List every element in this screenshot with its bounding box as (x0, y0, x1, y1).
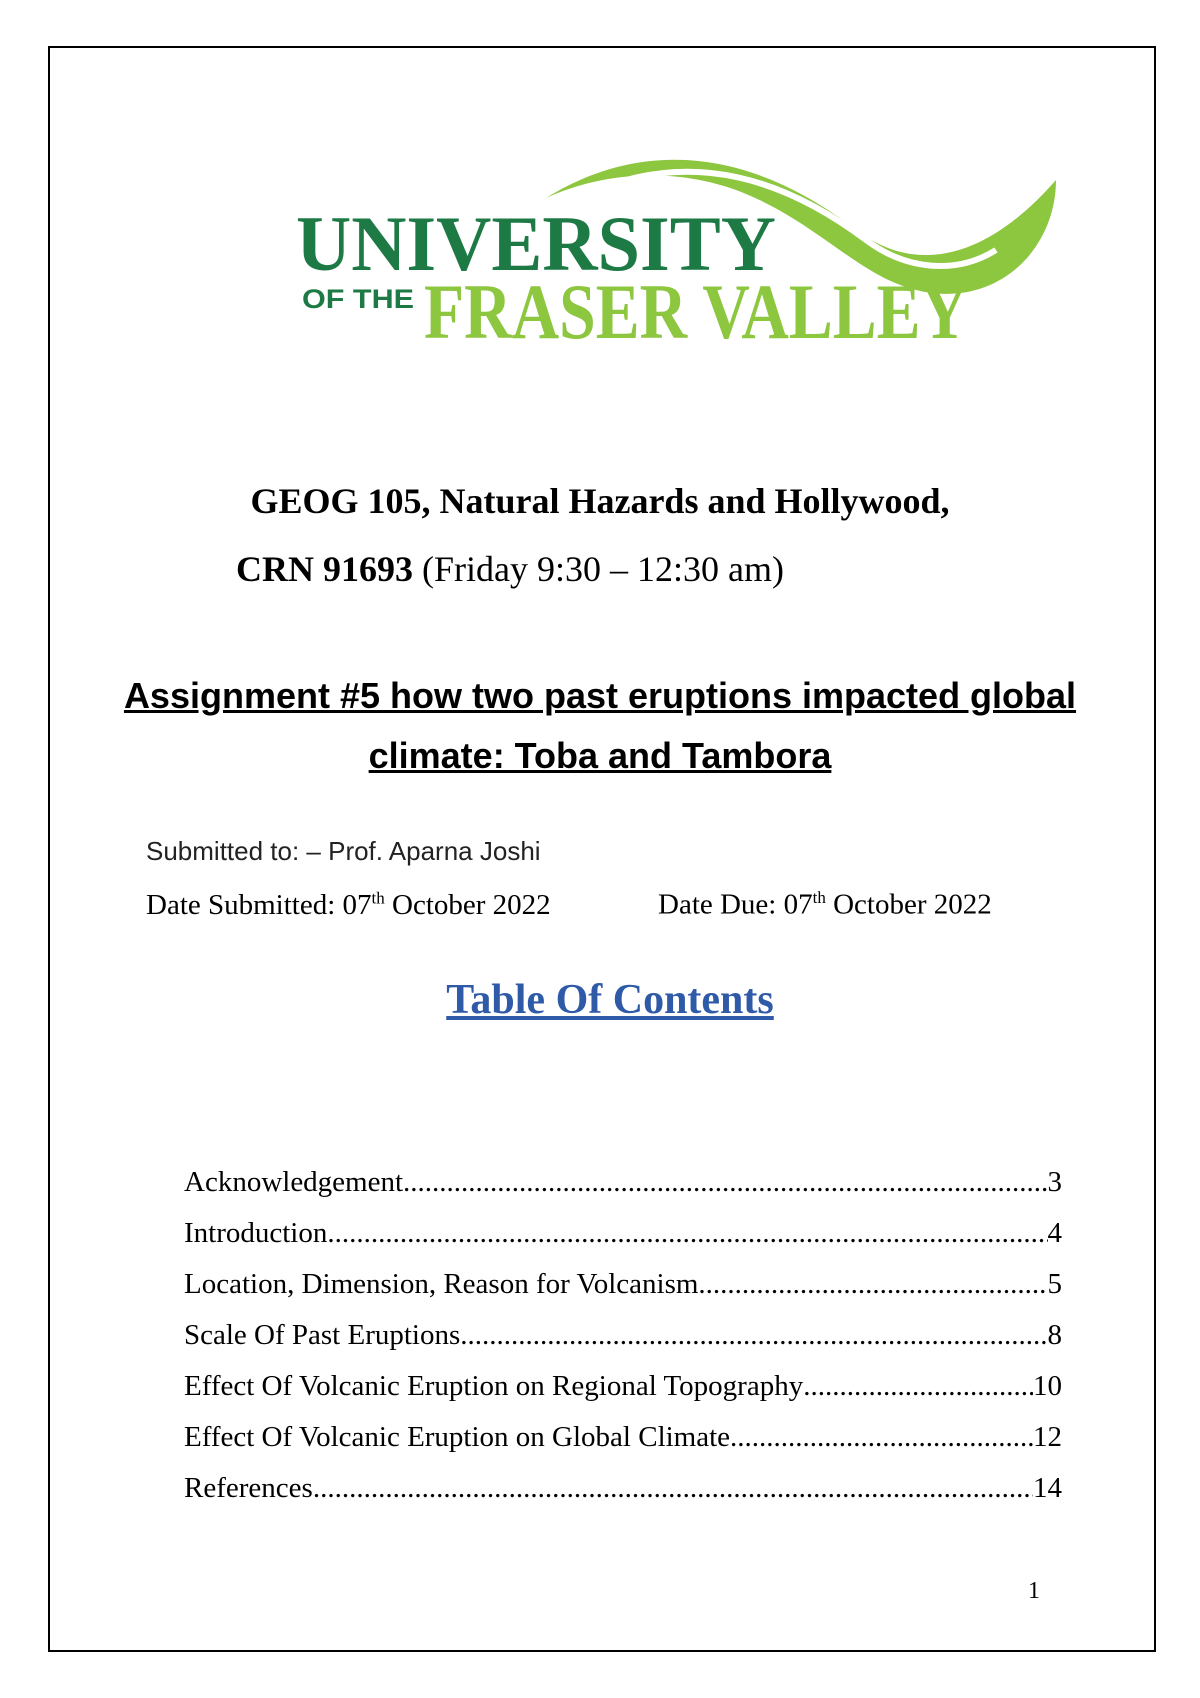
university-logo (296, 140, 1066, 380)
date-due: Date Due: 07th October 2022 (658, 888, 992, 921)
page-number: 1 (1028, 1578, 1040, 1604)
logo-line2-small: OF THE (302, 284, 414, 314)
toc-item[interactable]: Effect Of Volcanic Eruption on Regional Topography ..... 10 (184, 1370, 1062, 1421)
toc-leader (327, 1217, 1047, 1250)
course-crn: CRN 91693 (236, 549, 413, 589)
toc-heading: Table Of Contents (446, 977, 774, 1023)
submission-dates (146, 888, 992, 922)
submitted-to: Submitted to: – Prof. Aparna Joshi (146, 836, 541, 866)
toc-item[interactable]: Effect Of Volcanic Eruption on Global Climate ..... 12 (184, 1421, 1062, 1472)
toc-leader (803, 1370, 1033, 1403)
assignment-title: Assignment #5 how two past eruptions impacted global climate: Toba and Tambora (123, 675, 1077, 776)
course-title: GEOG 105, Natural Hazards and Hollywood, (250, 481, 950, 521)
toc-leader (698, 1268, 1047, 1301)
toc-item[interactable]: Scale Of Past Eruptions ..... 8 (184, 1319, 1062, 1370)
toc-item[interactable]: References ..... 14 (184, 1472, 1062, 1523)
date-submitted: Date Submitted: 07th October 2022 (146, 888, 551, 921)
course-crn-line (236, 548, 784, 590)
table-of-contents (184, 1166, 1062, 1523)
course-schedule: (Friday 9:30 – 12:30 am) (422, 549, 784, 589)
toc-item[interactable]: Location, Dimension, Reason for Volcanism ..... 5 (184, 1268, 1062, 1319)
logo-line2-large: FRASER VALLEY (424, 268, 968, 355)
toc-leader (460, 1319, 1047, 1352)
logo-line1: UNIVERSITY (296, 200, 776, 287)
toc-leader (730, 1421, 1033, 1454)
toc-leader (313, 1472, 1033, 1505)
toc-leader (403, 1166, 1047, 1199)
toc-item[interactable]: Acknowledgement ..... 3 (184, 1166, 1062, 1217)
toc-item[interactable]: Introduction ..... 4 (184, 1217, 1062, 1268)
